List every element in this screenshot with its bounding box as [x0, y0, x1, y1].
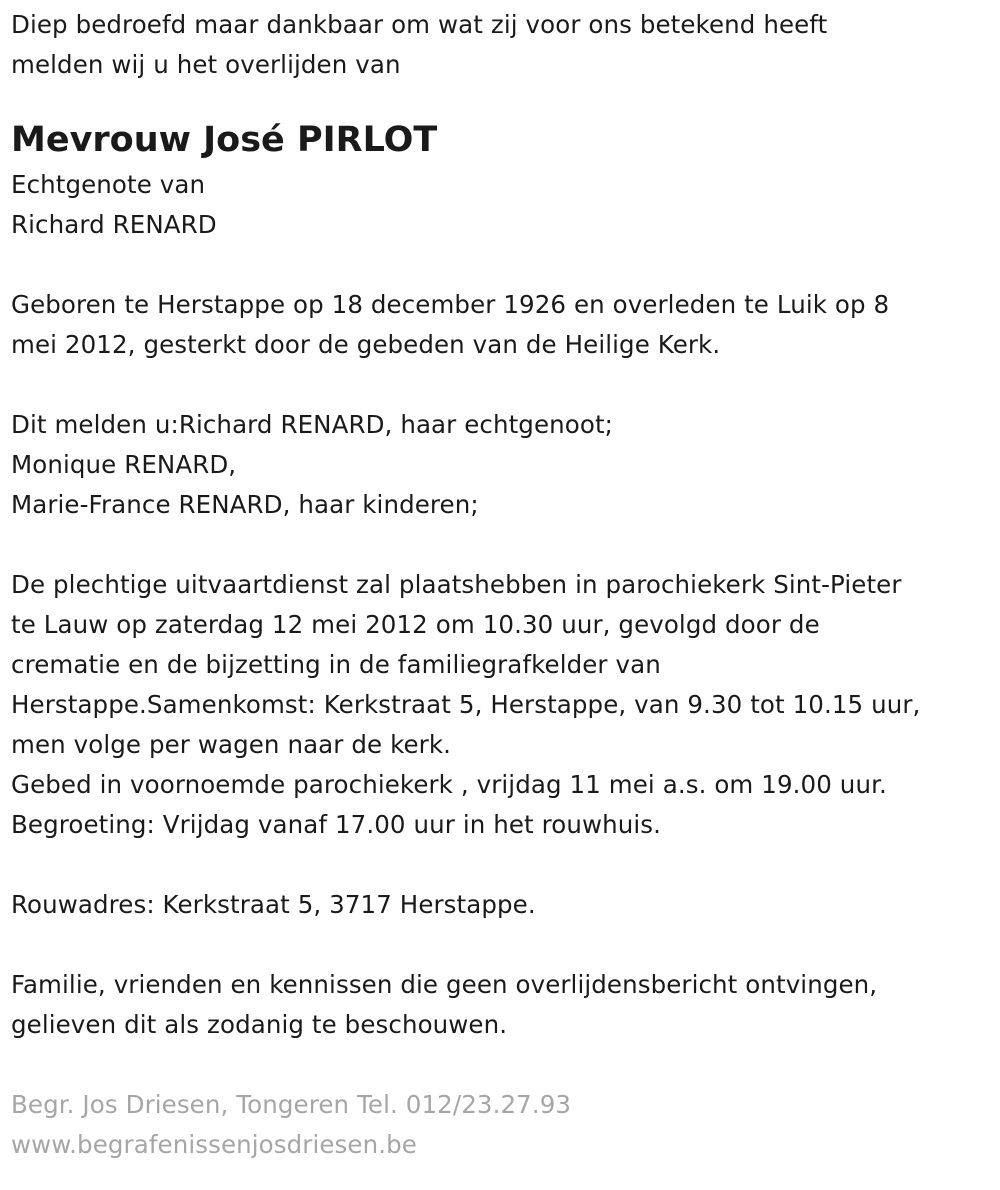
birth-death-line-2: mei 2012, gesterkt door de gebeden van de Heilige Kerk.	[11, 330, 721, 359]
ceremony-line-2: te Lauw op zaterdag 12 mei 2012 om 10.30 uur, gevolgd door de	[11, 610, 820, 639]
birth-death-line-1: Geboren te Herstappe op 18 december 1926 en overleden te Luik op 8	[11, 290, 890, 319]
ceremony-line-4: Herstappe.Samenkomst: Kerkstraat 5, Herstappe, van 9.30 tot 10.15 uur,	[11, 690, 921, 719]
funeral-home-contact: Begr. Jos Driesen, Tongeren Tel. 012/23.27.93	[11, 1090, 572, 1119]
family-line-3: Marie-France RENARD, haar kinderen;	[11, 490, 479, 519]
birth-death-block	[11, 285, 1000, 365]
ceremony-line-5: men volge per wagen naar de kerk.	[11, 730, 452, 759]
notice-line-2: gelieven dit als zodanig te beschouwen.	[11, 1010, 508, 1039]
spouse-block	[11, 165, 1000, 245]
ceremony-block	[11, 565, 1000, 845]
ceremony-line-3: crematie en de bijzetting in de familiegrafkelder van	[11, 650, 661, 679]
spacer	[11, 845, 1000, 885]
ceremony-line-6: Gebed in voornoemde parochiekerk , vrijdag 11 mei a.s. om 19.00 uur.	[11, 770, 887, 799]
intro-block	[11, 5, 1000, 85]
spacer	[11, 525, 1000, 565]
spouse-line-1: Echtgenote van	[11, 170, 206, 199]
family-block	[11, 405, 1000, 525]
funeral-home-website: www.begrafenissenjosdriesen.be	[11, 1130, 417, 1159]
intro-line-1: Diep bedroefd maar dankbaar om wat zij voor ons betekend heeft	[11, 10, 828, 39]
ceremony-line-7: Begroeting: Vrijdag vanaf 17.00 uur in het rouwhuis.	[11, 810, 662, 839]
mourning-address: Rouwadres: Kerkstraat 5, 3717 Herstappe.	[11, 890, 536, 919]
ceremony-line-1: De plechtige uitvaartdienst zal plaatshebben in parochiekerk Sint-Pieter	[11, 570, 902, 599]
funeral-home-footer	[11, 1085, 1000, 1165]
family-line-1: Dit melden u:Richard RENARD, haar echtgenoot;	[11, 410, 613, 439]
spouse-line-2: Richard RENARD	[11, 210, 217, 239]
spacer	[11, 1045, 1000, 1085]
family-line-2: Monique RENARD,	[11, 450, 237, 479]
spacer	[11, 925, 1000, 965]
intro-line-2: melden wij u het overlijden van	[11, 50, 401, 79]
notice-line-1: Familie, vrienden en kennissen die geen overlijdensbericht ontvingen,	[11, 970, 878, 999]
spacer	[11, 365, 1000, 405]
spacer	[11, 245, 1000, 285]
notice-block	[11, 965, 1000, 1045]
deceased-name: Mevrouw José PIRLOT	[11, 120, 438, 160]
